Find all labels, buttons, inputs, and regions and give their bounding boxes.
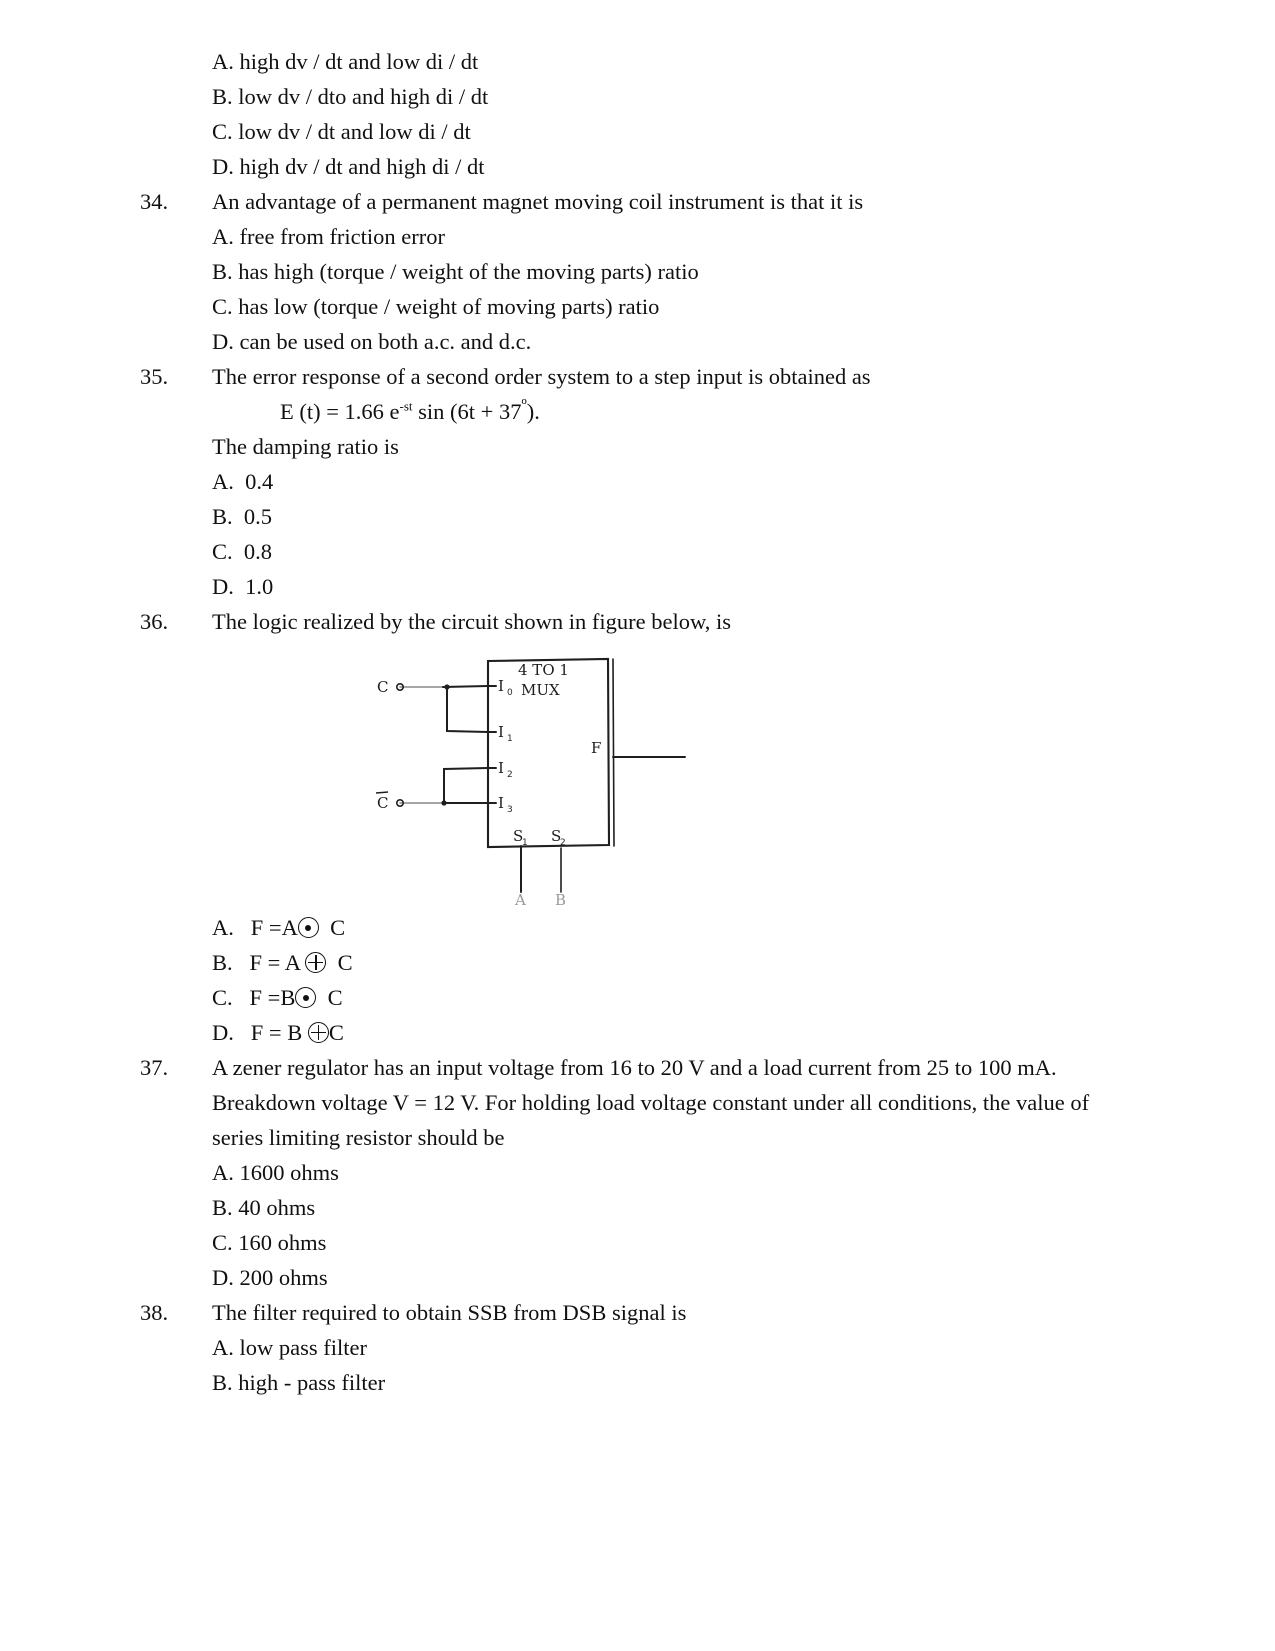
option-c: C. 160 ohms	[212, 1230, 327, 1255]
option-c: C. 0.8	[212, 539, 273, 564]
svg-text:I: I	[498, 677, 504, 695]
question-text: The filter required to obtain SSB from DSB signal is	[212, 1300, 687, 1325]
question-block-34	[140, 184, 1100, 359]
svg-text:2: 2	[507, 770, 513, 780]
input-label-i3	[498, 794, 513, 815]
question-row	[140, 1295, 1100, 1330]
page-content	[140, 44, 1100, 1400]
svg-text:I: I	[498, 794, 504, 812]
option-c: C. low dv / dt and low di / dt	[212, 119, 471, 144]
svg-text:C: C	[377, 794, 389, 812]
svg-text:1: 1	[522, 838, 528, 848]
option-c: C. has low (torque / weight of moving parts) ratio	[212, 294, 660, 319]
svg-text:0: 0	[507, 688, 513, 698]
option-a: A. free from friction error	[212, 224, 446, 249]
equation	[280, 394, 1100, 429]
svg-text:2: 2	[560, 838, 566, 848]
xor-operator-icon	[308, 1022, 329, 1043]
option-lhs: F =A	[250, 915, 298, 940]
select-source-b: B	[555, 891, 567, 907]
question-row	[140, 604, 1100, 639]
question-number: 34.	[140, 189, 169, 214]
output-label-f: F	[591, 739, 602, 757]
equation-suffix: sin (6t + 37	[412, 399, 522, 424]
option-b	[212, 945, 1100, 980]
option-b: B. low dv / dto and high di / dt	[212, 84, 489, 109]
question-block-37	[140, 1050, 1100, 1295]
figure-wrapper	[140, 645, 1100, 910]
option-b: B. high - pass filter	[212, 1370, 386, 1395]
xnor-operator-icon	[295, 987, 316, 1008]
option-d: D. high dv / dt and high di / dt	[212, 154, 485, 179]
question-row	[140, 1050, 1100, 1155]
option-c	[212, 980, 1100, 1015]
svg-text:S: S	[513, 827, 524, 845]
question-number: 37.	[140, 1055, 169, 1080]
option-d: D. 200 ohms	[212, 1265, 328, 1290]
question-block-carryover	[140, 44, 1100, 184]
equation-exponent: -st	[399, 398, 413, 414]
option-label: B.	[212, 950, 233, 975]
input-label-i2	[498, 759, 513, 780]
option-rhs: C	[327, 985, 343, 1010]
question-number: 35.	[140, 364, 169, 389]
question-number: 38.	[140, 1300, 169, 1325]
equation-tail: ).	[526, 399, 540, 424]
question-text: The error response of a second order system to a step input is obtained as	[212, 364, 871, 389]
option-d: D. 1.0	[212, 574, 274, 599]
question-text: An advantage of a permanent magnet moving coil instrument is that it is	[212, 189, 864, 214]
select-source-a: A	[515, 891, 526, 907]
svg-text:3: 3	[507, 805, 513, 815]
option-a: A. high dv / dt and low di / dt	[212, 49, 479, 74]
mux-circuit-figure	[355, 645, 735, 907]
option-a	[212, 910, 1100, 945]
option-lhs: F =B	[249, 985, 296, 1010]
chip-label-line2: MUX	[521, 681, 560, 699]
option-a: A. 1600 ohms	[212, 1160, 339, 1185]
question-block-36	[140, 604, 1100, 1050]
svg-text:1: 1	[507, 734, 513, 744]
chip-label-line1: 4 TO 1	[518, 661, 569, 679]
option-rhs: C	[337, 950, 353, 975]
option-label: A.	[212, 915, 234, 940]
option-rhs: C	[330, 915, 346, 940]
question-text: A zener regulator has an input voltage from 16 to 20 V and a load current from 25 to 100 mA. Breakdown voltage V = 12 V. For holding load voltage constant under all conditions, the value of series limiting resistor should be	[212, 1055, 1090, 1150]
option-lhs: F = A	[249, 950, 300, 975]
question-number: 36.	[140, 609, 169, 634]
svg-text:I: I	[498, 759, 504, 777]
question-block-38	[140, 1295, 1100, 1400]
question-row	[140, 184, 1100, 219]
equation-prefix: E (t) = 1.66 e	[280, 399, 400, 424]
question-text: The logic realized by the circuit shown in figure below, is	[212, 609, 732, 634]
option-d	[212, 1015, 1100, 1050]
select-label-s1	[513, 827, 528, 848]
xor-operator-icon	[305, 952, 326, 973]
option-d: D. can be used on both a.c. and d.c.	[212, 329, 532, 354]
label-c-bar	[376, 792, 388, 812]
option-a: A. low pass filter	[212, 1335, 367, 1360]
svg-text:I: I	[498, 723, 504, 741]
input-label-i1	[498, 723, 513, 744]
option-lhs: F = B	[250, 1020, 303, 1045]
option-a: A. 0.4	[212, 469, 274, 494]
select-label-s2	[551, 827, 566, 848]
question-row	[140, 359, 1100, 394]
input-label-i0	[498, 677, 513, 698]
option-label: C.	[212, 985, 233, 1010]
svg-text:S: S	[551, 827, 562, 845]
option-b: B. 40 ohms	[212, 1195, 316, 1220]
question-block-35	[140, 359, 1100, 604]
degree-symbol: º	[521, 395, 527, 415]
label-c: C	[377, 678, 389, 696]
option-b: B. has high (torque / weight of the moving parts) ratio	[212, 259, 699, 284]
question-subtext: The damping ratio is	[212, 434, 399, 459]
option-rhs: C	[328, 1020, 344, 1045]
xnor-operator-icon	[298, 917, 319, 938]
option-label: D.	[212, 1020, 234, 1045]
option-b: B. 0.5	[212, 504, 273, 529]
